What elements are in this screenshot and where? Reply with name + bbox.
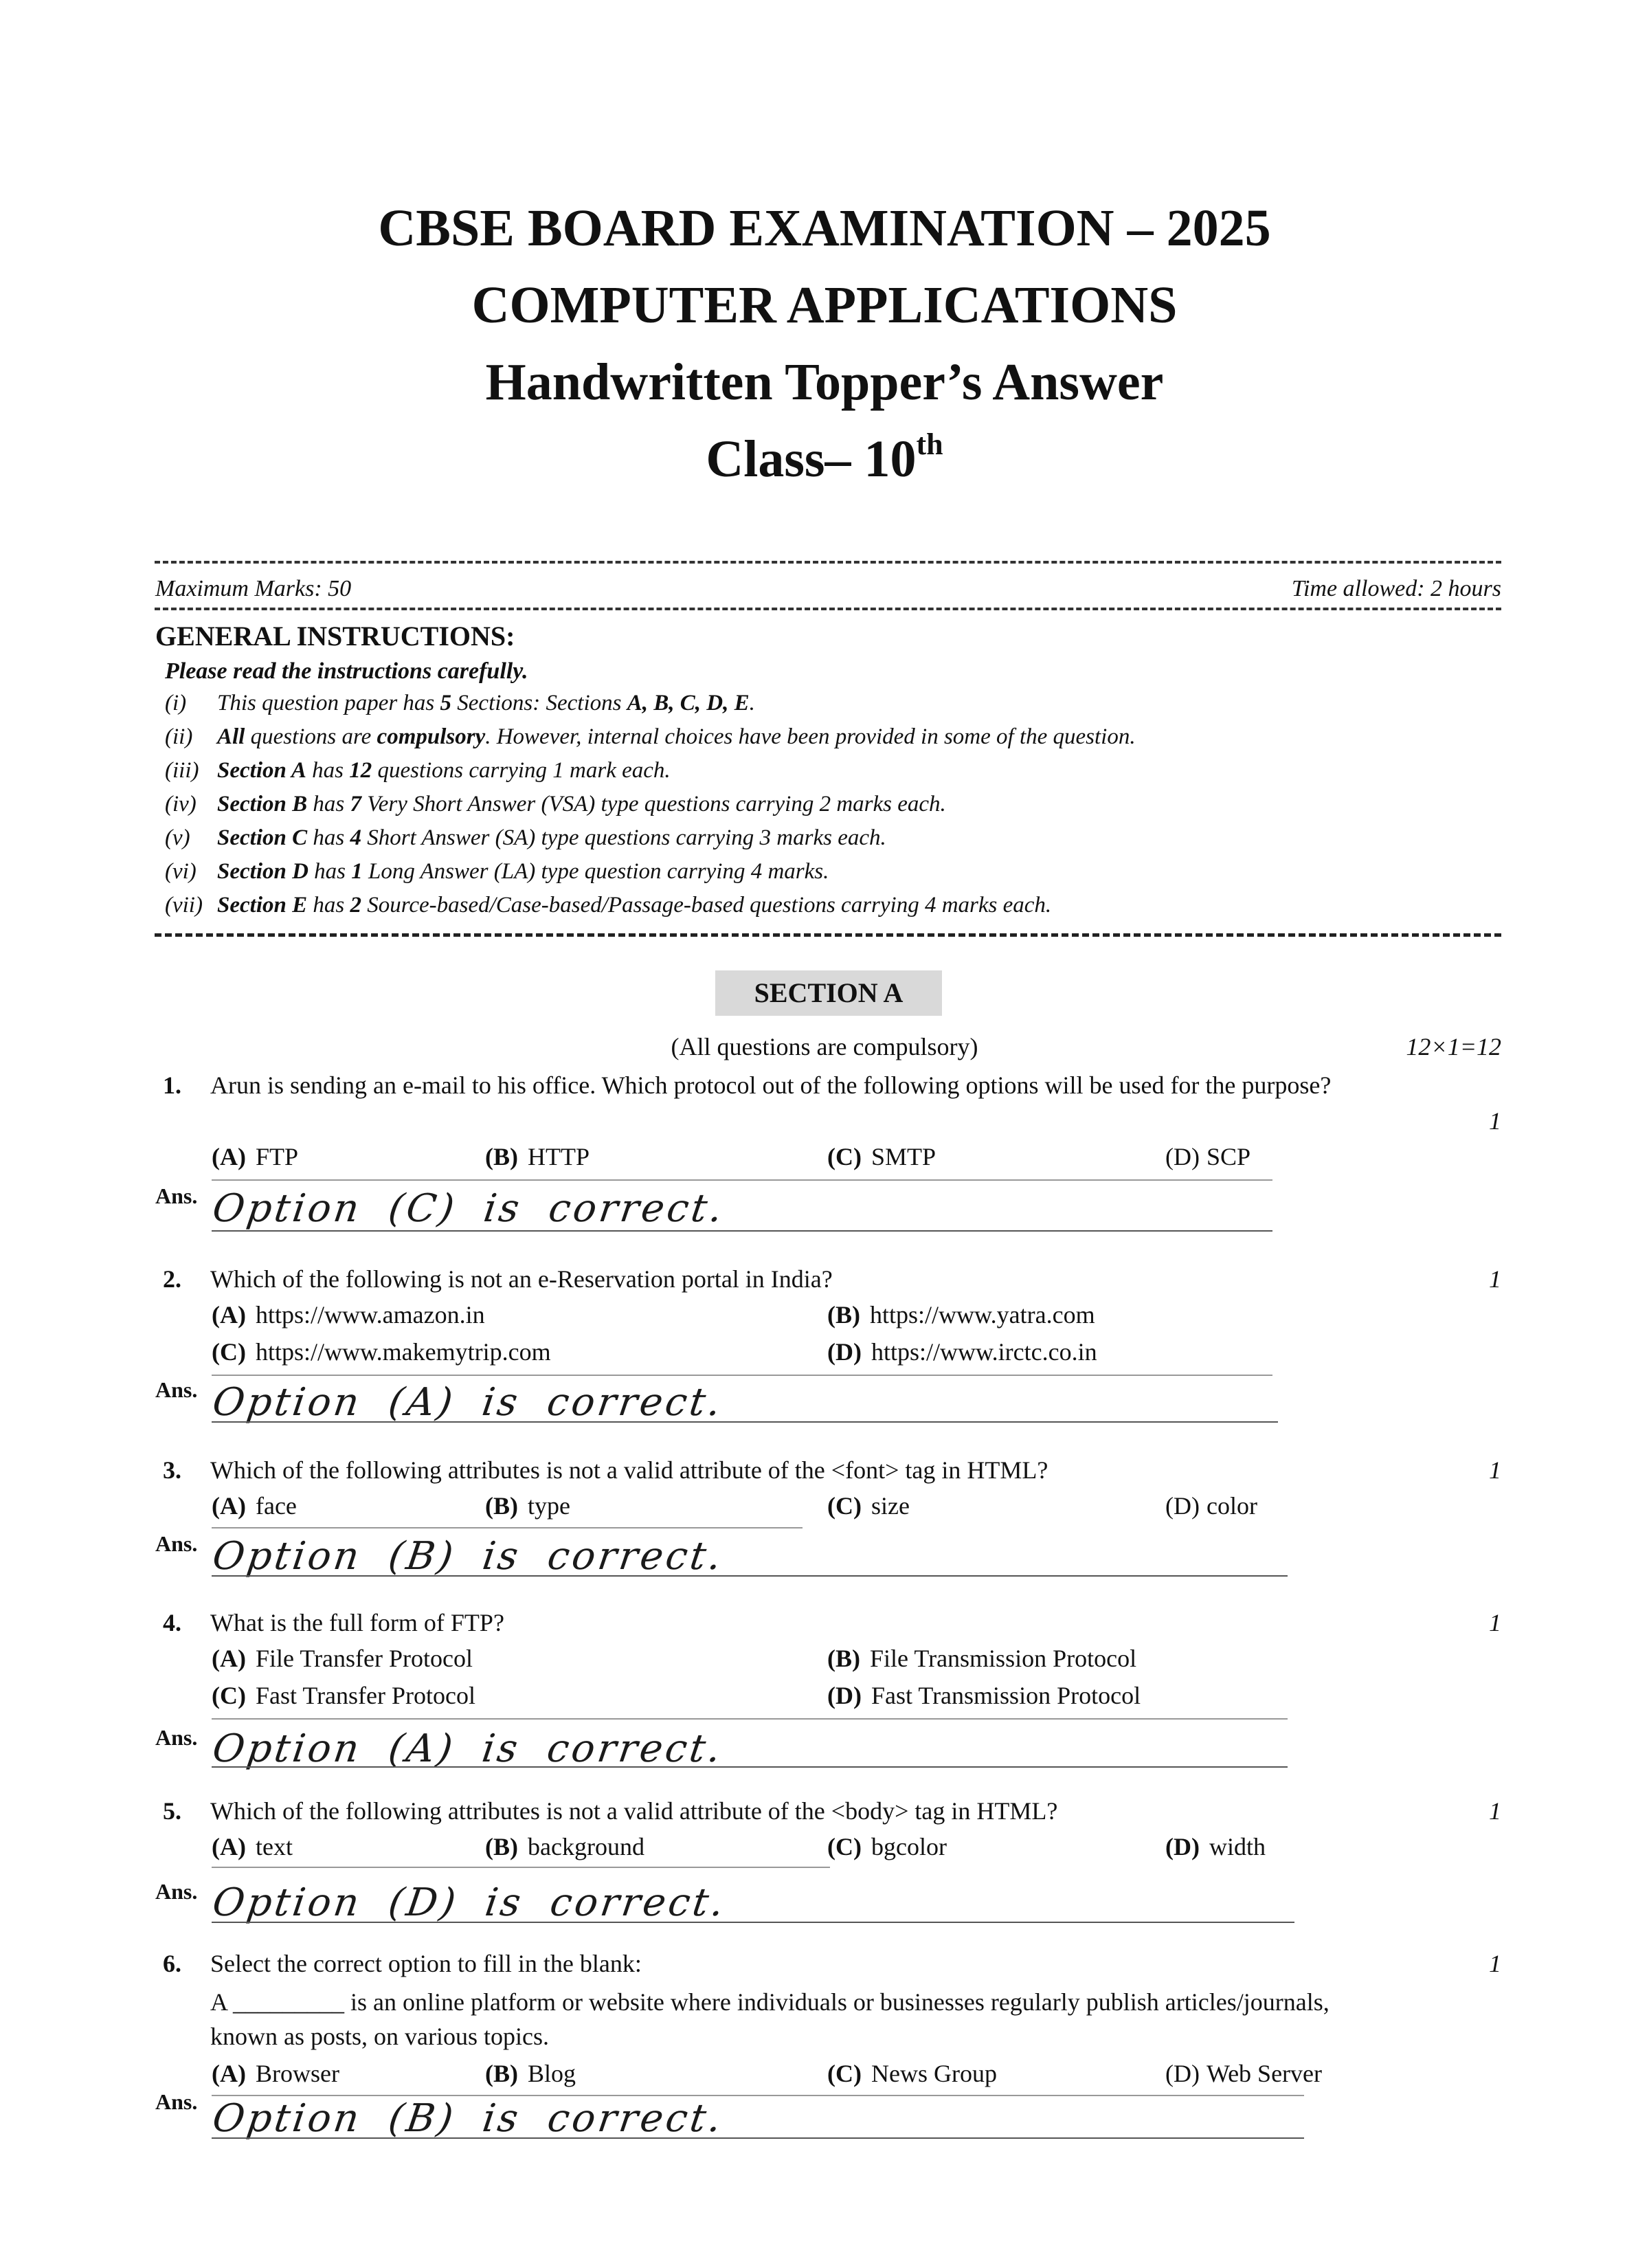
divider-meta: [155, 608, 1501, 610]
question-number: 3.: [163, 1456, 181, 1484]
instruction-emphasis: 5: [440, 691, 452, 715]
answer-word: is: [480, 1534, 524, 1579]
instruction-text: Long Answer (LA) type question carrying 4 marks.: [362, 859, 829, 884]
option-c: [827, 1491, 910, 1520]
option-letter: (C): [827, 1833, 862, 1860]
option-text: News Group: [871, 2060, 997, 2087]
instruction-text: Sections: Sections: [451, 691, 627, 715]
option-letter: (A): [212, 1645, 246, 1672]
handwritten-answer: [210, 1880, 729, 1925]
option-d: [1165, 1142, 1250, 1171]
question-number: 5.: [163, 1797, 181, 1825]
option-c: [827, 1142, 936, 1171]
exam-title: CBSE BOARD EXAMINATION – 2025: [378, 199, 1271, 257]
handwritten-answer: [210, 1186, 728, 1231]
answer-word: Option: [210, 1880, 365, 1925]
instruction-emphasis: 4: [350, 825, 361, 850]
answer-word: (B): [385, 1534, 459, 1579]
answer-word: (A): [385, 1726, 458, 1771]
option-letter: (D): [1165, 1143, 1200, 1170]
instruction-emphasis: Section A: [217, 758, 306, 783]
instruction-text: has: [307, 825, 350, 850]
instruction-number: (ii): [165, 724, 193, 749]
option-b: [485, 1832, 644, 1861]
option-c: [212, 1337, 551, 1366]
answer-label: Ans.: [155, 1377, 198, 1402]
answer-word: (B): [385, 2096, 459, 2141]
instruction-emphasis: Section B: [217, 792, 308, 816]
option-letter: (D): [1165, 1833, 1200, 1860]
instruction-number: (v): [165, 825, 190, 850]
option-text: color: [1206, 1492, 1257, 1520]
answer-word: correct.: [544, 2096, 727, 2141]
instruction-emphasis: 1: [351, 859, 363, 884]
option-text: Blog: [528, 2060, 576, 2087]
instruction-item: [165, 691, 755, 716]
instruction-emphasis: 7: [350, 792, 361, 816]
option-letter: (D): [827, 1682, 862, 1709]
instruction-text: has: [306, 758, 350, 783]
question-number: 2.: [163, 1265, 181, 1293]
answer-word: correct.: [544, 1726, 726, 1771]
question-mark: 1: [1489, 1609, 1501, 1636]
answer-word: correct.: [546, 1186, 728, 1231]
instruction-text: This question paper has: [217, 691, 440, 715]
question-text-continued: A _________ is an online platform or website where individuals or businesses regularly publish articles/journals,: [210, 1988, 1330, 2016]
option-d: [827, 1681, 1141, 1710]
instruction-text: Very Short Answer (VSA) type questions carrying 2 marks each.: [361, 792, 946, 816]
instruction-number: (vi): [165, 859, 197, 884]
question-text: What is the full form of FTP?: [210, 1609, 504, 1636]
option-text: type: [528, 1492, 570, 1520]
option-text: background: [528, 1833, 644, 1860]
instruction-emphasis: 12: [349, 758, 372, 783]
question-text-continued: known as posts, on various topics.: [210, 2023, 549, 2050]
instructions-heading: GENERAL INSTRUCTIONS:: [155, 621, 515, 652]
option-text: SCP: [1206, 1143, 1251, 1170]
instruction-item: [165, 859, 829, 885]
option-text: File Transfer Protocol: [255, 1645, 473, 1672]
instruction-emphasis: compulsory: [377, 724, 486, 749]
answer-line: [212, 1375, 1272, 1376]
answer-line: [212, 1179, 1272, 1181]
instruction-emphasis: Section D: [217, 859, 309, 884]
option-letter: (B): [827, 1645, 860, 1672]
instruction-emphasis: A, B, C, D, E: [627, 691, 750, 715]
option-b: [485, 2059, 576, 2088]
handwritten-answer: [210, 1726, 726, 1771]
option-text: Fast Transmission Protocol: [871, 1682, 1141, 1709]
question-text: Arun is sending an e-mail to his office. Which protocol out of the following options will be used for the purpose?: [210, 1071, 1332, 1099]
answer-line: [212, 1421, 1278, 1423]
instruction-item: [165, 893, 1051, 918]
option-text: SMTP: [871, 1143, 936, 1170]
option-a: [212, 1832, 293, 1861]
option-d: [1165, 2059, 1322, 2088]
option-d: [1165, 1832, 1266, 1861]
option-text: text: [255, 1833, 293, 1860]
option-a: [212, 1644, 473, 1673]
option-c: [827, 2059, 997, 2088]
answer-word: is: [480, 2096, 524, 2141]
option-text: https://www.makemytrip.com: [255, 1338, 551, 1366]
instruction-text: has: [307, 792, 350, 816]
instruction-text: questions carrying 1 mark each.: [372, 758, 671, 783]
instruction-number: (iii): [165, 758, 199, 783]
answer-label: Ans.: [155, 1183, 198, 1208]
option-letter: (A): [212, 1301, 246, 1328]
option-letter: (A): [212, 2060, 246, 2087]
handwritten-answer: [210, 2096, 726, 2141]
answer-label: Ans.: [155, 1725, 198, 1750]
question-mark: 1: [1489, 1950, 1501, 1977]
question-number: 6.: [163, 1950, 181, 1977]
question-number: 1.: [163, 1071, 181, 1099]
instruction-emphasis: All: [217, 724, 245, 749]
answer-line: [212, 1527, 803, 1528]
answer-word: Option: [210, 1534, 365, 1579]
answer-word: (D): [385, 1880, 462, 1925]
option-text: https://www.irctc.co.in: [871, 1338, 1097, 1366]
instruction-item: [165, 825, 886, 851]
option-a: [212, 1142, 298, 1171]
instruction-item: [165, 758, 671, 783]
option-text: FTP: [255, 1143, 299, 1170]
answer-line: [212, 1718, 1288, 1720]
instruction-text: . However, internal choices have been provided in some of the question.: [485, 724, 1136, 749]
answer-word: Option: [210, 1726, 365, 1771]
option-letter: (C): [827, 2060, 862, 2087]
option-letter: (A): [212, 1492, 246, 1520]
section-note: (All questions are compulsory): [671, 1033, 978, 1060]
instruction-number: (i): [165, 691, 187, 715]
instruction-item: [165, 724, 1136, 750]
instruction-text: has: [307, 893, 350, 918]
instruction-text: has: [308, 859, 352, 884]
option-b: [485, 1491, 570, 1520]
option-letter: (A): [212, 1833, 246, 1860]
question-mark: 1: [1489, 1265, 1501, 1293]
class-label: Class– 10: [706, 430, 917, 488]
instruction-text: questions are: [245, 724, 377, 749]
answer-line: [212, 1922, 1294, 1923]
answer-line: [212, 1867, 830, 1868]
option-text: HTTP: [528, 1143, 590, 1170]
option-letter: (C): [827, 1143, 862, 1170]
option-text: bgcolor: [871, 1833, 947, 1860]
question-text: Which of the following attributes is not a valid attribute of the <font> tag in HTML?: [210, 1456, 1048, 1484]
time-allowed: Time allowed: 2 hours: [1291, 576, 1501, 601]
option-letter: (C): [827, 1492, 862, 1520]
answer-line: [212, 1766, 1288, 1768]
document-subtitle: Handwritten Topper’s Answer: [485, 353, 1164, 411]
answer-label: Ans.: [155, 2089, 198, 2114]
question-text: Select the correct option to fill in the blank:: [210, 1950, 642, 1977]
option-text: width: [1209, 1833, 1266, 1860]
answer-word: Option: [210, 1186, 365, 1231]
instruction-item: [165, 792, 946, 817]
answer-word: (A): [385, 1380, 458, 1425]
option-letter: (B): [485, 1492, 518, 1520]
option-letter: (D): [1165, 1492, 1200, 1520]
answer-word: is: [480, 1186, 525, 1231]
answer-word: is: [479, 1380, 524, 1425]
instructions-subheading: Please read the instructions carefully.: [165, 658, 528, 684]
option-text: Fast Transfer Protocol: [255, 1682, 475, 1709]
question-text: Which of the following is not an e-Reservation portal in India?: [210, 1265, 833, 1293]
answer-word: Option: [210, 1380, 365, 1425]
option-letter: (D): [1165, 2060, 1200, 2087]
option-a: [212, 1300, 485, 1329]
option-letter: (A): [212, 1143, 246, 1170]
question-text: Which of the following attributes is not a valid attribute of the <body> tag in HTML?: [210, 1797, 1058, 1825]
answer-label: Ans.: [155, 1531, 198, 1556]
option-text: size: [871, 1492, 910, 1520]
class-title: [0, 421, 1649, 498]
answer-word: correct.: [544, 1380, 726, 1425]
question-number: 4.: [163, 1609, 181, 1636]
answer-word: correct.: [544, 1534, 727, 1579]
option-letter: (B): [827, 1301, 860, 1328]
handwritten-answer: [210, 1534, 726, 1579]
option-letter: (D): [827, 1338, 862, 1366]
answer-line: [212, 1230, 1272, 1232]
option-b: [827, 1300, 1095, 1329]
option-letter: (B): [485, 1833, 518, 1860]
answer-line: [212, 2137, 1304, 2139]
option-a: [212, 2059, 339, 2088]
option-text: https://www.amazon.in: [255, 1301, 485, 1328]
answer-word: is: [482, 1880, 526, 1925]
instruction-number: (iv): [165, 792, 197, 816]
option-text: File Transmission Protocol: [870, 1645, 1137, 1672]
option-b: [827, 1644, 1136, 1673]
option-letter: (C): [212, 1338, 246, 1366]
question-mark: 1: [1489, 1797, 1501, 1825]
instruction-emphasis: 2: [350, 893, 361, 918]
answer-word: (C): [385, 1186, 460, 1231]
instruction-emphasis: Section E: [217, 893, 308, 918]
instruction-emphasis: Section C: [217, 825, 308, 850]
instruction-number: (vii): [165, 893, 203, 918]
option-a: [212, 1491, 297, 1520]
option-letter: (B): [485, 2060, 518, 2087]
option-d: [1165, 1491, 1257, 1520]
question-mark: 1: [1489, 1107, 1501, 1135]
title-block: [0, 190, 1649, 498]
divider-top: [155, 561, 1501, 564]
instruction-text: Source-based/Case-based/Passage-based questions carrying 4 marks each.: [361, 893, 1052, 918]
option-c: [827, 1832, 947, 1861]
option-text: https://www.yatra.com: [870, 1301, 1095, 1328]
handwritten-answer: [210, 1380, 726, 1425]
class-superscript: th: [916, 427, 943, 461]
option-letter: (C): [212, 1682, 246, 1709]
answer-word: Option: [210, 2096, 365, 2141]
subject-title: COMPUTER APPLICATIONS: [471, 276, 1178, 334]
option-text: Web Server: [1206, 2060, 1323, 2087]
instruction-text: .: [749, 691, 755, 715]
divider-instructions: [155, 933, 1501, 937]
max-marks: Maximum Marks: 50: [155, 576, 352, 601]
answer-label: Ans.: [155, 1879, 198, 1904]
answer-word: correct.: [547, 1880, 730, 1925]
section-label: SECTION A: [715, 970, 942, 1016]
answer-line: [212, 1575, 1288, 1577]
option-text: Browser: [255, 2060, 339, 2087]
option-b: [485, 1142, 590, 1171]
instruction-text: Short Answer (SA) type questions carrying 3 marks each.: [361, 825, 886, 850]
option-c: [212, 1681, 475, 1710]
option-text: face: [255, 1492, 297, 1520]
section-marks: 12×1=12: [1406, 1033, 1501, 1060]
answer-word: is: [479, 1726, 524, 1771]
question-mark: 1: [1489, 1456, 1501, 1484]
option-d: [827, 1337, 1097, 1366]
option-letter: (B): [485, 1143, 518, 1170]
